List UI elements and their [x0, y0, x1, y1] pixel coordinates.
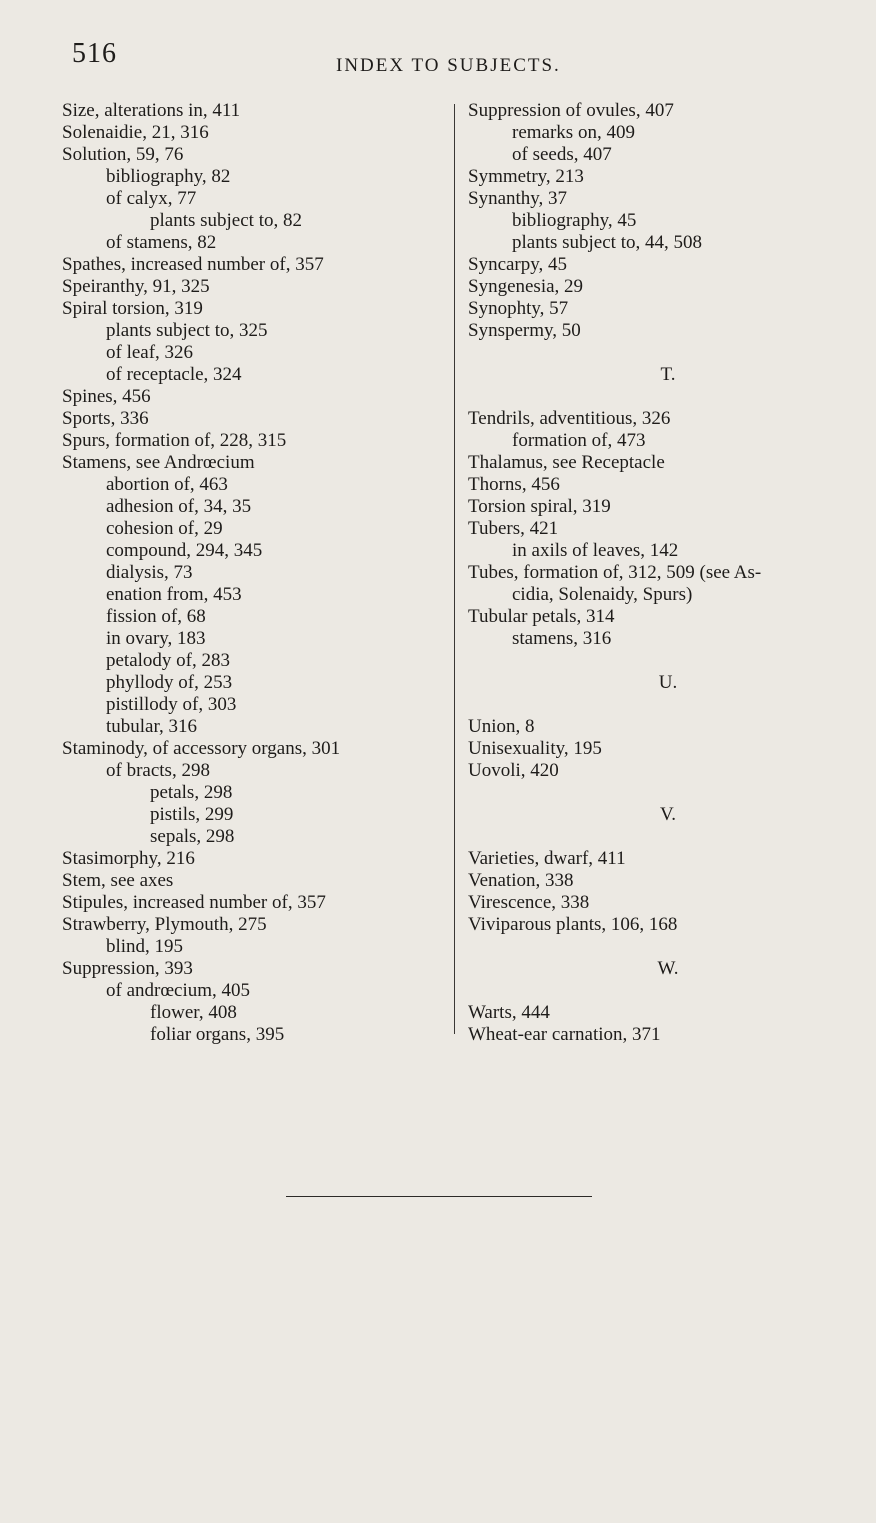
index-subentry: cohesion of, 29 [106, 518, 223, 539]
index-entry: Solution, 59, 76 [62, 144, 184, 165]
index-subentry: petalody of, 283 [106, 650, 231, 671]
index-subentry: abortion of, 463 [106, 474, 228, 495]
index-subentry: plants subject to, 44, 508 [512, 232, 702, 253]
index-subentry: plants subject to, 82 [150, 210, 302, 231]
index-entry: Virescence, 338 [468, 892, 590, 913]
index-subentry: bibliography, 82 [106, 166, 231, 187]
index-entry: Synanthy, 37 [468, 188, 568, 209]
index-subentry: petals, 298 [150, 782, 233, 803]
index-entry: Warts, 444 [468, 1002, 550, 1023]
index-subentry: flower, 408 [150, 1002, 237, 1023]
index-subentry: adhesion of, 34, 35 [106, 496, 252, 517]
index-column-left [62, 100, 457, 1046]
index-entry: Symmetry, 213 [468, 166, 584, 187]
running-head: INDEX TO SUBJECTS. [336, 55, 561, 76]
index-entry: Uovoli, 420 [468, 760, 559, 781]
index-subentry: in axils of leaves, 142 [512, 540, 679, 561]
column-divider [454, 104, 455, 1034]
spacer [468, 650, 868, 672]
index-entry: Stem, see axes [62, 870, 174, 891]
index-subentry: of calyx, 77 [106, 188, 197, 209]
section-letter: W. [657, 958, 679, 979]
index-subentry: dialysis, 73 [106, 562, 193, 583]
index-entry: Torsion spiral, 319 [468, 496, 611, 517]
index-entry: Union, 8 [468, 716, 535, 737]
index-subentry: foliar organs, 395 [150, 1024, 285, 1045]
index-subentry: of seeds, 407 [512, 144, 612, 165]
index-entry: Tubes, formation of, 312, 509 (see As- [468, 562, 762, 583]
index-subentry: stamens, 316 [512, 628, 612, 649]
spacer [468, 936, 868, 958]
section-letter: U. [658, 672, 678, 693]
index-subentry: tubular, 316 [106, 716, 198, 737]
index-entry: Unisexuality, 195 [468, 738, 602, 759]
section-letter: T. [660, 364, 676, 385]
index-entry: Synspermy, 50 [468, 320, 581, 341]
index-entry: Spurs, formation of, 228, 315 [62, 430, 287, 451]
index-entry: Tubular petals, 314 [468, 606, 615, 627]
index-entry: Solenaidie, 21, 316 [62, 122, 209, 143]
index-entry: Stasimorphy, 216 [62, 848, 195, 869]
index-entry: Staminody, of accessory organs, 301 [62, 738, 341, 759]
index-subentry: pistils, 299 [150, 804, 234, 825]
index-subentry: of receptacle, 324 [106, 364, 242, 385]
index-subentry: phyllody of, 253 [106, 672, 233, 693]
spacer [468, 980, 868, 1002]
index-entry: Spines, 456 [62, 386, 151, 407]
index-column-right [468, 100, 868, 1046]
index-subentry: of stamens, 82 [106, 232, 217, 253]
index-entry: Size, alterations in, 411 [62, 100, 241, 121]
index-entry: Wheat-ear carnation, 371 [468, 1024, 661, 1045]
index-entry: Thorns, 456 [468, 474, 560, 495]
index-subentry: of leaf, 326 [106, 342, 194, 363]
index-subentry: compound, 294, 345 [106, 540, 263, 561]
index-entry: Spiral torsion, 319 [62, 298, 203, 319]
index-subentry: plants subject to, 325 [106, 320, 268, 341]
index-entry: Varieties, dwarf, 411 [468, 848, 626, 869]
index-entry: Speiranthy, 91, 325 [62, 276, 210, 297]
index-entry: Syncarpy, 45 [468, 254, 568, 275]
index-entry: Sports, 336 [62, 408, 149, 429]
index-subentry: enation from, 453 [106, 584, 242, 605]
index-entry: Strawberry, Plymouth, 275 [62, 914, 267, 935]
bottom-rule [286, 1196, 592, 1197]
index-subentry: blind, 195 [106, 936, 184, 957]
index-subentry: of andrœcium, 405 [106, 980, 251, 1001]
index-entry: Suppression, 393 [62, 958, 193, 979]
spacer [468, 826, 868, 848]
page-number: 516 [72, 38, 117, 69]
index-entry: Thalamus, see Receptacle [468, 452, 665, 473]
spacer [468, 782, 868, 804]
spacer [468, 694, 868, 716]
index-subentry: formation of, 473 [512, 430, 646, 451]
index-subentry: remarks on, 409 [512, 122, 635, 143]
index-entry: Tubers, 421 [468, 518, 559, 539]
section-letter: V. [659, 804, 677, 825]
index-subentry: of bracts, 298 [106, 760, 210, 781]
spacer [468, 342, 868, 364]
spacer [468, 386, 868, 408]
index-entry: Viviparous plants, 106, 168 [468, 914, 678, 935]
index-subentry: pistillody of, 303 [106, 694, 237, 715]
index-entry: Synophty, 57 [468, 298, 569, 319]
index-entry: Stamens, see Andrœcium [62, 452, 255, 473]
index-subentry: cidia, Solenaidy, Spurs) [512, 584, 693, 605]
index-subentry: fission of, 68 [106, 606, 206, 627]
index-subentry: in ovary, 183 [106, 628, 206, 649]
index-subentry: sepals, 298 [150, 826, 235, 847]
index-entry: Venation, 338 [468, 870, 574, 891]
index-entry: Spathes, increased number of, 357 [62, 254, 324, 275]
index-subentry: bibliography, 45 [512, 210, 637, 231]
index-entry: Tendrils, adventitious, 326 [468, 408, 671, 429]
index-entry: Stipules, increased number of, 357 [62, 892, 326, 913]
index-entry: Suppression of ovules, 407 [468, 100, 674, 121]
index-entry: Syngenesia, 29 [468, 276, 584, 297]
